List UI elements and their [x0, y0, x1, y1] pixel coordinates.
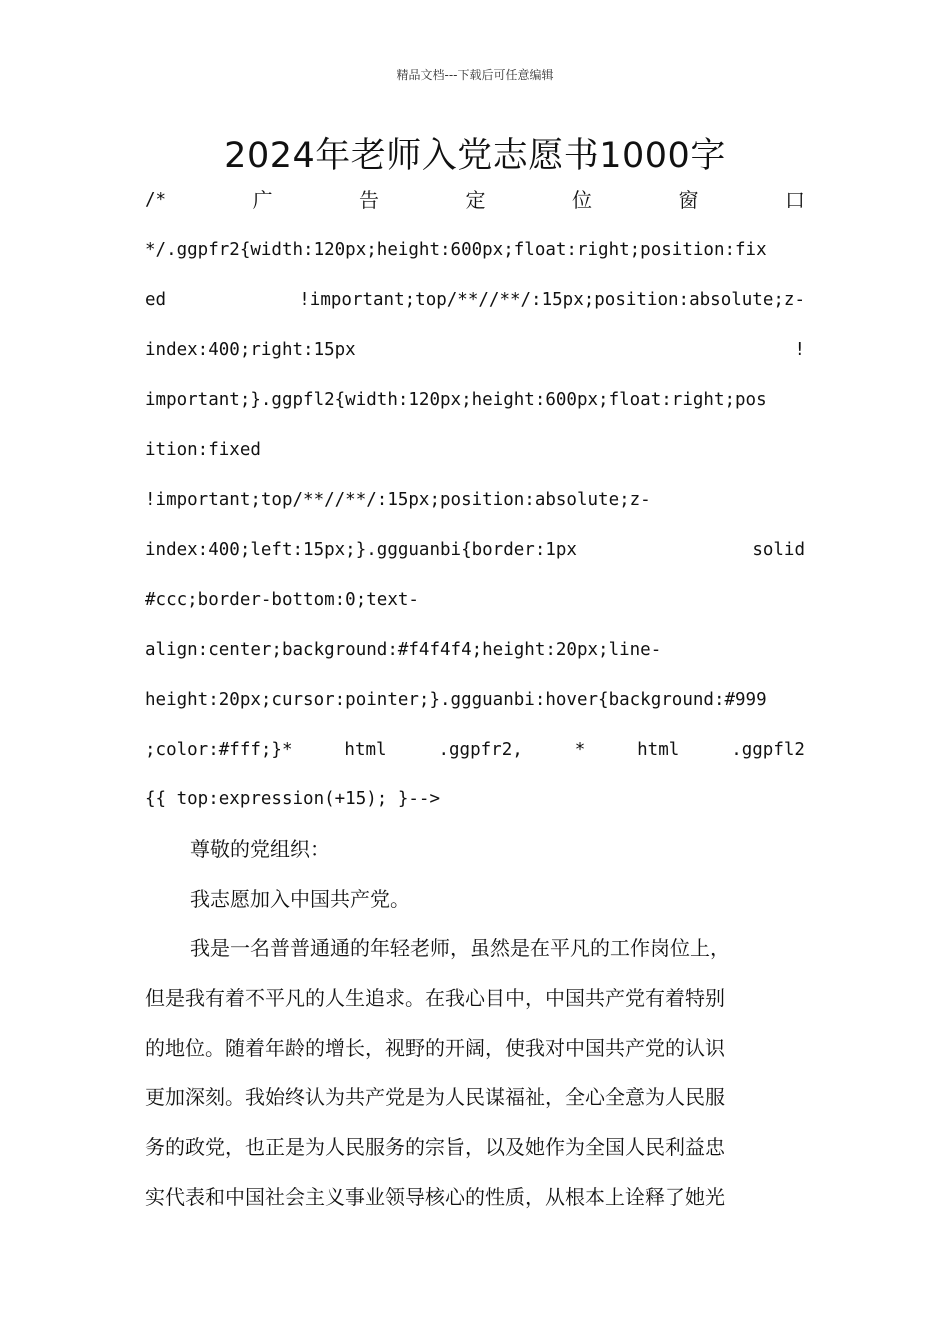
code-token: .ggpfr2, — [438, 740, 523, 760]
body-line: 实代表和中国社会主义事业领导核心的性质，从根本上诠释了她光 — [145, 1185, 725, 1209]
code-token: 定 — [465, 188, 486, 212]
code-token: !important;top/**//**/:15px;position:absolute;z- — [299, 290, 805, 310]
code-token: solid — [752, 540, 805, 560]
code-token: * — [574, 740, 586, 760]
code-line — [145, 730, 805, 770]
code-line: */.ggpfr2{width:120px;height:600px;float:right;position:fix — [145, 240, 767, 260]
body-line: 务的政党，也正是为人民服务的宗旨，以及她作为全国人民利益忠 — [145, 1135, 725, 1159]
document-title: 2024年老师入党志愿书1000字 — [224, 136, 726, 176]
code-token: /* — [145, 190, 167, 210]
code-line — [145, 280, 805, 320]
code-token: 口 — [784, 188, 805, 212]
code-token: html — [344, 740, 387, 760]
code-line: height:20px;cursor:pointer;}.ggguanbi:hover{background:#999 — [145, 690, 767, 710]
body-line: 的地位。随着年龄的增长，视野的开阔，使我对中国共产党的认识 — [145, 1036, 725, 1060]
ad-comment-line — [145, 180, 805, 220]
code-token: html — [637, 740, 680, 760]
body-line: 我是一名普普通通的年轻老师，虽然是在平凡的工作岗位上， — [190, 936, 730, 960]
body-line: 更加深刻。我始终认为共产党是为人民谋福祉，全心全意为人民服 — [145, 1085, 725, 1109]
code-token: index:400;right:15px — [145, 340, 356, 360]
code-line: {{ top:expression(+15); }--> — [145, 789, 441, 809]
code-line: #ccc;border-bottom:0;text- — [145, 590, 419, 610]
code-token: index:400;left:15px;}.ggguanbi{border:1px — [145, 540, 577, 560]
code-token: .ggpfl2 — [731, 740, 805, 760]
code-token: 广 — [252, 188, 273, 212]
code-line: important;}.ggpfl2{width:120px;height:600px;float:right;pos — [145, 390, 767, 410]
code-token: ! — [794, 340, 805, 360]
code-line: ition:fixed — [145, 440, 261, 460]
code-token: 窗 — [678, 188, 699, 212]
body-line: 但是我有着不平凡的人生追求。在我心目中，中国共产党有着特别 — [145, 986, 725, 1010]
code-token: 位 — [572, 188, 593, 212]
code-token: ed — [145, 290, 167, 310]
page-header: 精品文档---下载后可任意编辑 — [396, 68, 554, 82]
code-line: align:center;background:#f4f4f4;height:20px;line- — [145, 640, 662, 660]
code-token: ;color:#fff;}* — [145, 740, 293, 760]
code-line — [145, 330, 805, 370]
code-token: 告 — [359, 188, 380, 212]
salutation: 尊敬的党组织： — [190, 837, 330, 861]
code-line — [145, 530, 805, 570]
statement-paragraph: 我志愿加入中国共产党。 — [190, 887, 410, 911]
code-line: !important;top/**//**/:15px;position:absolute;z- — [145, 490, 651, 510]
